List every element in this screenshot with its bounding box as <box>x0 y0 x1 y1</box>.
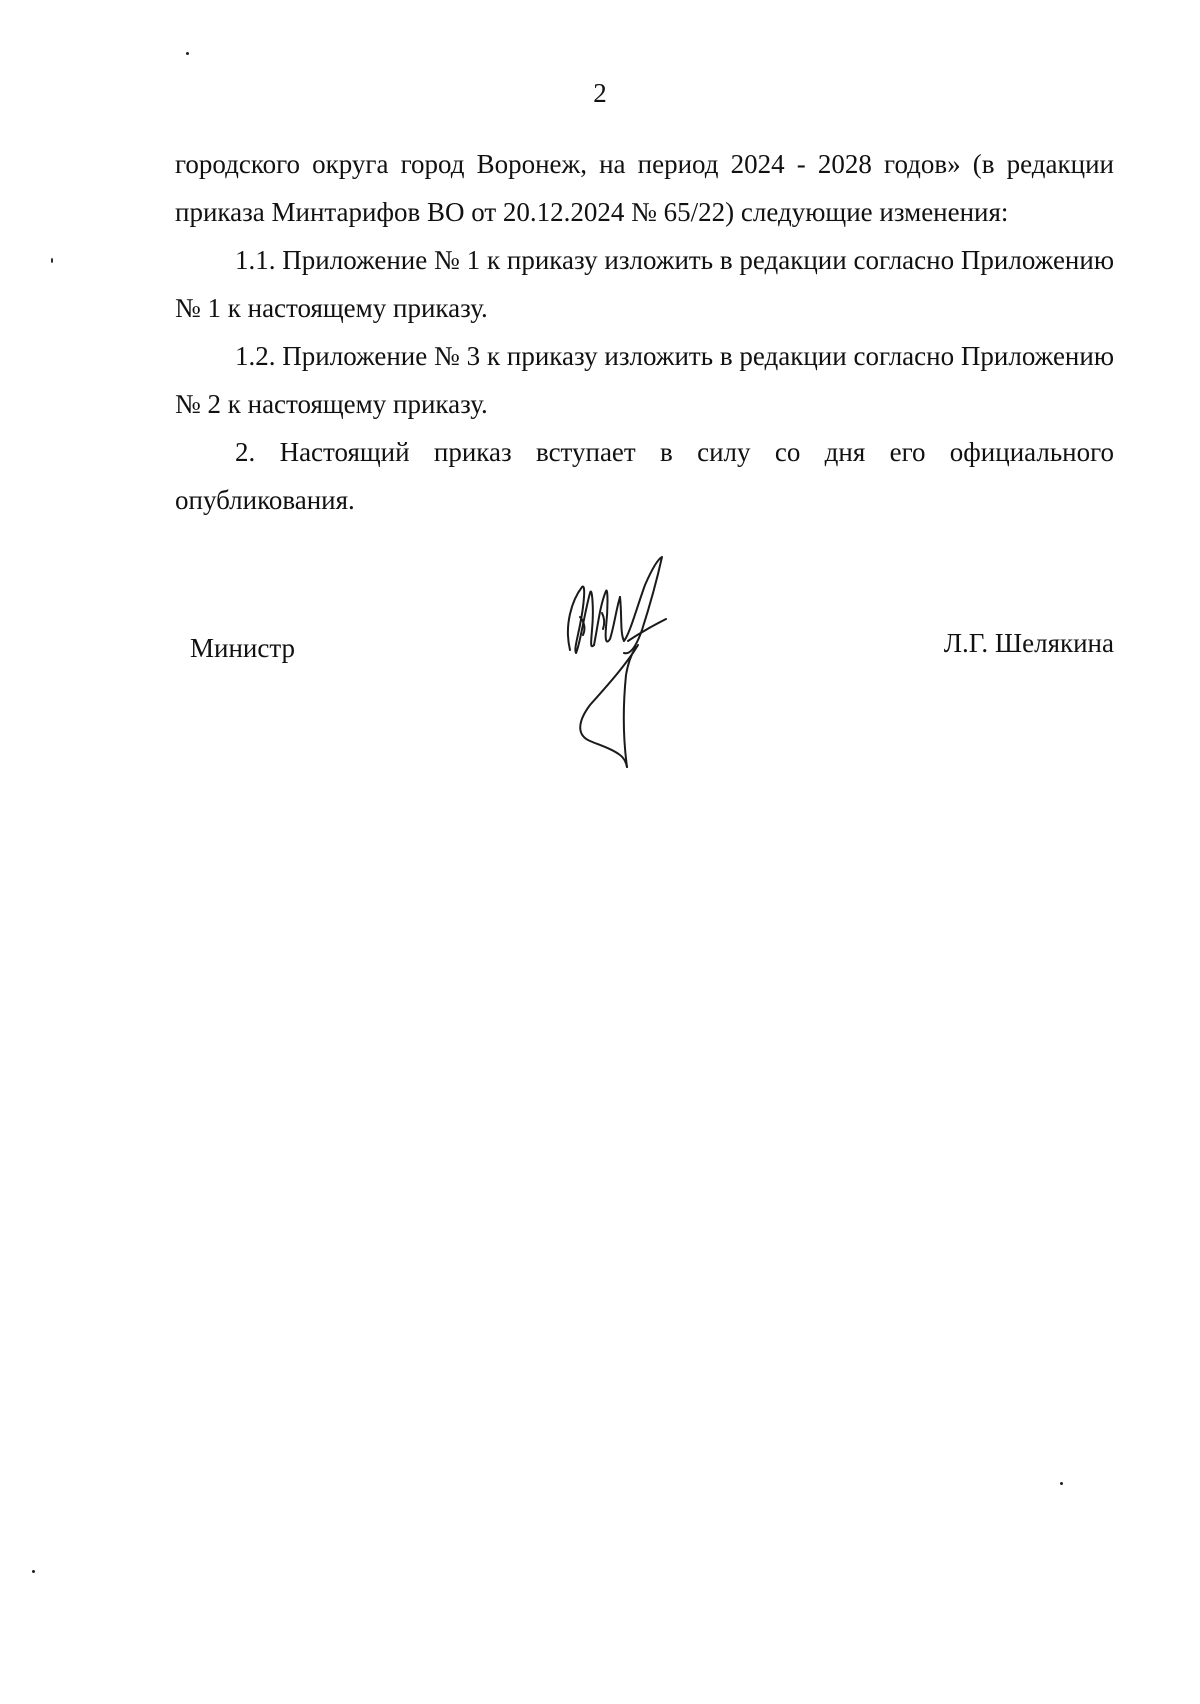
signer-name: Л.Г. Шелякина <box>943 628 1114 658</box>
paragraph-item-1-1: 1.1. Приложение № 1 к приказу изложить в редакции согласно Приложению № 1 к настоящему приказу. <box>175 245 1114 323</box>
handwritten-signature-icon <box>550 555 670 770</box>
paragraph-continuation: городского округа город Воронеж, на период 2024 - 2028 годов» (в редакции приказа Минтарифов ВО от 20.12.2024 № 65/22) следующие изменения: <box>175 149 1114 227</box>
page-number: 2 <box>593 78 607 108</box>
document-body <box>175 140 1114 524</box>
paragraph-item-2: 2. Настоящий приказ вступает в силу со дня его официального опубликования. <box>175 437 1114 515</box>
paragraph-item-1-2: 1.2. Приложение № 3 к приказу изложить в редакции согласно Приложению № 2 к настоящему приказу. <box>175 341 1114 419</box>
signer-position: Министр <box>190 633 295 663</box>
signature-block <box>175 540 1114 780</box>
scan-speck <box>186 52 189 55</box>
scan-speck <box>51 258 53 263</box>
scan-speck <box>32 1570 35 1573</box>
scan-speck <box>1060 1482 1063 1485</box>
